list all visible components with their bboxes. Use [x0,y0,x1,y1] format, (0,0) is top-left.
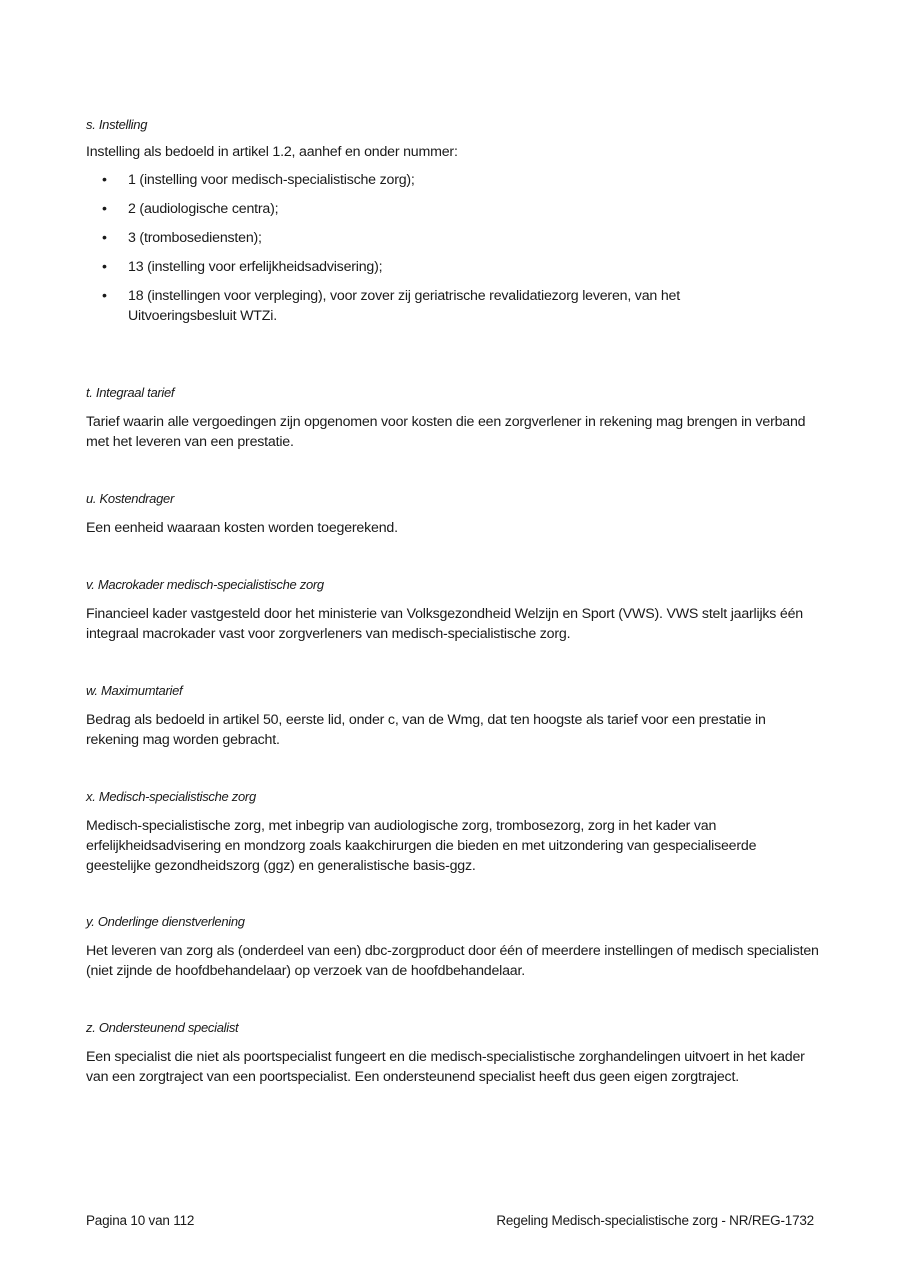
bullet-icon: • [102,288,107,304]
definition-body: Tarief waarin alle vergoedingen zijn opgenomen voor kosten die een zorgverlener in rekening mag brengen in verband met het leveren van een prestatie. [86,414,806,450]
definition-x [86,788,821,876]
list-item: • 18 (instellingen voor verpleging), voor zover zij geriatrische revalidatiezorg leveren, van het Uitvoeringsbesluit WTZi. [102,288,680,324]
list-item: • 13 (instelling voor erfelijkheidsadvisering); [102,259,383,275]
bullet-icon: • [102,201,107,217]
institution-list [86,170,821,326]
definition-term: z. Ondersteunend specialist [86,1020,239,1035]
definition-term: t. Integraal tarief [86,385,175,400]
bullet-icon: • [102,259,107,275]
bullet-icon: • [102,172,107,188]
definition-term: w. Maximumtarief [86,683,183,698]
definition-body: Het leveren van zorg als (onderdeel van een) dbc-zorgproduct door één of meerdere instellingen of medisch specialisten (niet zijnde de hoofdbehandelaar) op verzoek van de hoofdbehandelaar. [86,943,819,979]
definition-u [86,490,821,538]
definition-z [86,1019,821,1087]
definition-t [86,384,821,452]
bullet-icon: • [102,230,107,246]
definition-term: x. Medisch-specialistische zorg [86,789,256,804]
definition-term: v. Macrokader medisch-specialistische zorg [86,577,324,592]
definition-body: Een eenheid waaraan kosten worden toegerekend. [86,520,398,536]
list-item: • 3 (trombosediensten); [102,230,262,246]
list-item: • 1 (instelling voor medisch-specialistische zorg); [102,172,415,188]
definition-body: Financieel kader vastgesteld door het ministerie van Volksgezondheid Welzijn en Sport (VWS). VWS stelt jaarlijks één integraal macrokader vast voor zorgverleners van medisch-specialistische zorg. [86,606,804,642]
document-reference: Regeling Medisch-specialistische zorg - NR/REG-1732 [496,1213,814,1228]
definition-body: Een specialist die niet als poortspecialist fungeert en die medisch-specialistische zorghandelingen uitvoert in het kader van een zorgtraject van een poortspecialist. Een ondersteunend specialist heeft dus geen eigen zorgtraject. [86,1049,805,1085]
definition-y [86,913,821,981]
definition-body: Medisch-specialistische zorg, met inbegrip van audiologische zorg, trombosezorg, zorg in het kader van erfelijkheidsadvisering en mondzorg zoals kaakchirurgen die bieden en met uitzondering van gespecialiseerde geestelijke gezondheidszorg (ggz) en generalistische basis-ggz. [86,818,757,874]
definition-term: u. Kostendrager [86,491,175,506]
definition-body: Bedrag als bedoeld in artikel 50, eerste lid, onder c, van de Wmg, dat ten hoogste als tarief voor een prestatie in rekening mag worden gebracht. [86,712,766,748]
definition-term: s. Instelling [86,117,148,132]
page-number: Pagina 10 van 112 [86,1213,195,1228]
definition-w [86,682,821,750]
definition-body: Instelling als bedoeld in artikel 1.2, aanhef en onder nummer: [86,144,458,160]
definition-term: y. Onderlinge dienstverlening [86,914,245,929]
definition-s [86,116,821,335]
definition-v [86,576,821,644]
list-item: • 2 (audiologische centra); [102,201,279,217]
